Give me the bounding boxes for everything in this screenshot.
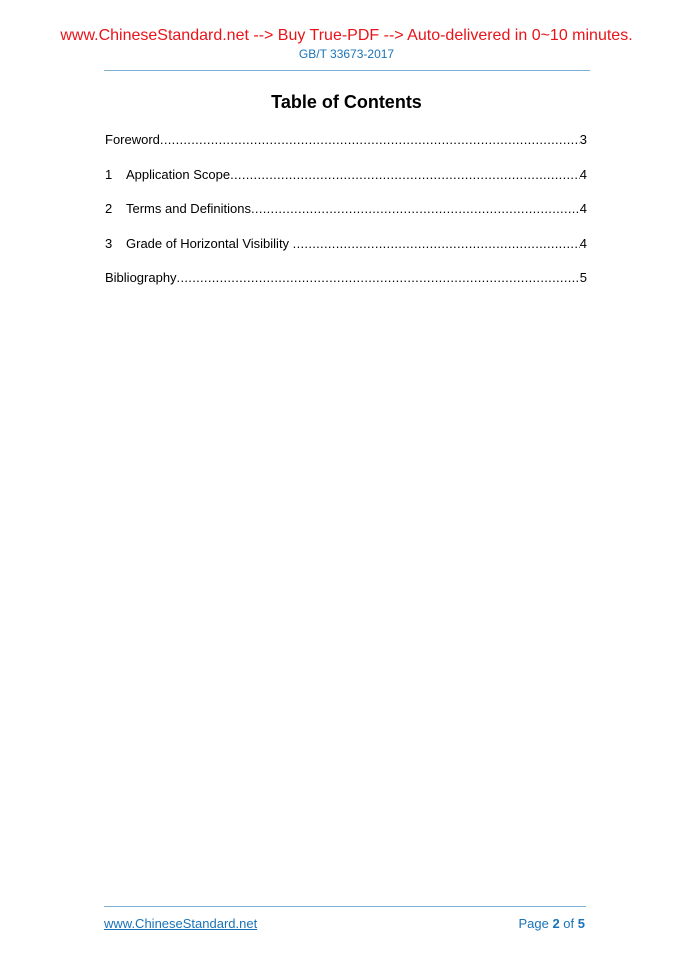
table-of-contents — [105, 131, 587, 304]
toc-entry-label: Application Scope — [126, 166, 231, 182]
toc-entry-label: Foreword — [105, 132, 160, 147]
toc-entry-application-scope[interactable] — [105, 166, 587, 201]
toc-dot-leader — [160, 131, 580, 149]
toc-dot-leader — [251, 200, 580, 218]
toc-entry-bibliography[interactable] — [105, 269, 587, 304]
promo-banner[interactable]: www.ChineseStandard.net --> Buy True-PDF --> Auto-delivered in 0~10 minutes. — [60, 27, 633, 44]
toc-entry-number: 1 — [105, 166, 113, 182]
page-current: 2 — [552, 916, 560, 931]
toc-entry-page: 5 — [579, 270, 587, 285]
toc-entry-number: 2 — [105, 201, 113, 216]
page-prefix: Page — [518, 916, 553, 931]
toc-entry-page: 4 — [579, 201, 587, 216]
toc-dot-leader — [293, 235, 580, 253]
toc-title: Table of Contents — [271, 92, 422, 112]
toc-entry-number: 3 — [105, 235, 113, 251]
toc-dot-leader — [230, 166, 580, 184]
page-indicator — [518, 916, 585, 932]
page-of: of — [559, 916, 578, 931]
toc-entry-label: Bibliography — [105, 270, 177, 285]
toc-entry-page: 3 — [579, 132, 587, 147]
header-divider — [104, 70, 590, 71]
footer-divider — [104, 906, 586, 907]
toc-entry-page: 4 — [579, 166, 587, 182]
footer-website-link[interactable]: www.ChineseStandard.net — [104, 916, 258, 931]
toc-entry-label: Terms and Definitions — [126, 201, 251, 216]
toc-entry-foreword[interactable] — [105, 131, 587, 166]
toc-entry-grade-visibility[interactable] — [105, 235, 587, 270]
page-total: 5 — [577, 916, 585, 931]
document-code: GB/T 33673-2017 — [298, 47, 395, 61]
toc-entry-label: Grade of Horizontal Visibility — [126, 235, 293, 251]
toc-dot-leader — [177, 269, 580, 287]
toc-entry-page: 4 — [579, 235, 587, 251]
toc-entry-terms-definitions[interactable] — [105, 200, 587, 235]
